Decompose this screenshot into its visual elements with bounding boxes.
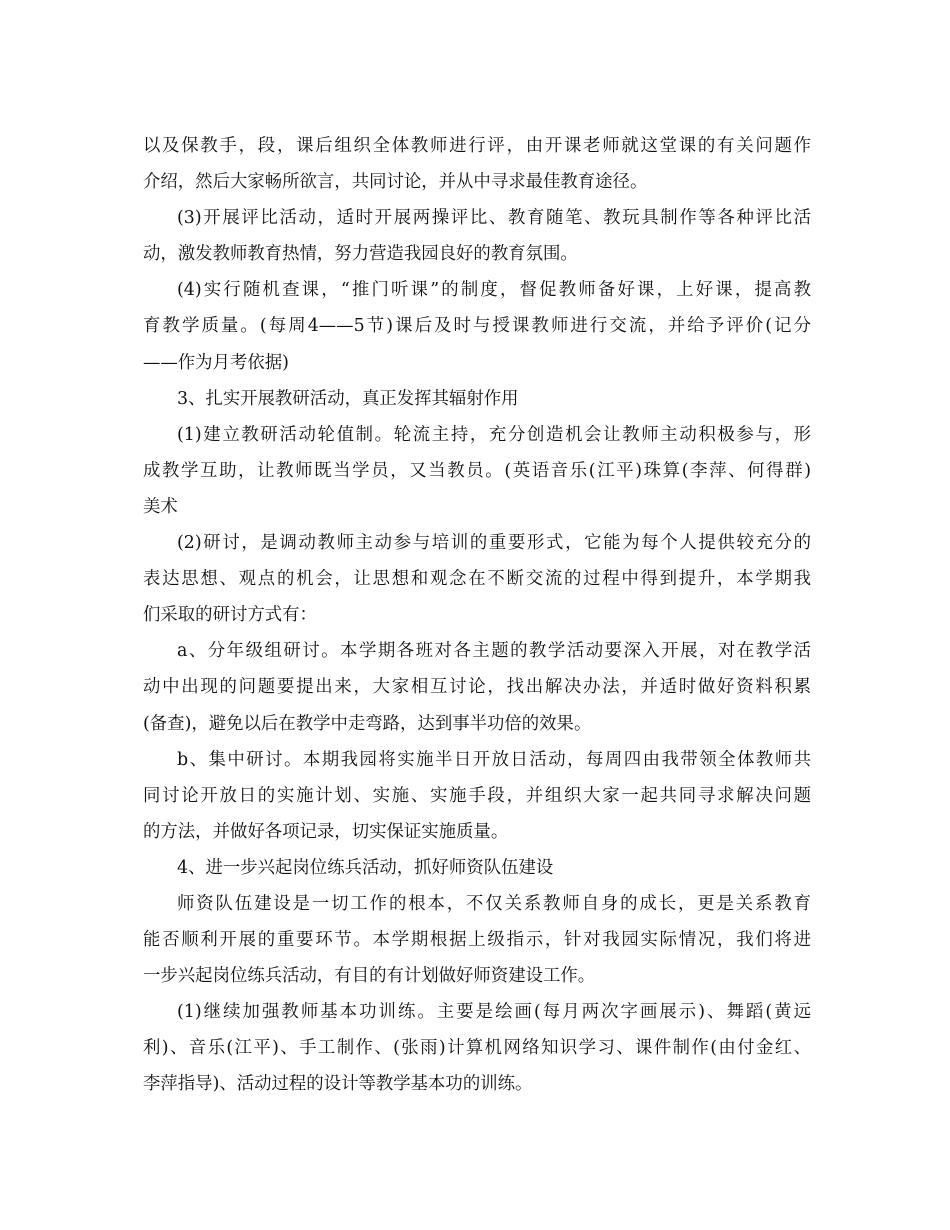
- text-line: 育教学质量。(每周4——5节)课后及时与授课教师进行交流，并给予评价(记分: [143, 316, 811, 337]
- text-line: (3)开展评比活动，适时开展两操评比、教育随笔、教玩具制作等各种评比活: [177, 208, 811, 229]
- text-line: 3、扎实开展教研活动，真正发挥其辐射作用: [177, 388, 519, 409]
- text-line: (1)建立教研活动轮值制。轮流主持，充分创造机会让教师主动积极参与，形: [177, 424, 811, 445]
- text-line: 一步兴起岗位练兵活动，有目的有计划做好师资建设工作。: [143, 966, 596, 987]
- text-line: b、集中研讨。本期我园将实施半日开放日活动，每周四由我带领全体教师共: [177, 749, 811, 770]
- text-line: 美术: [143, 496, 178, 517]
- document-body: [143, 128, 811, 1103]
- text-line: 成教学互助，让教师既当学员，又当教员。(英语音乐(江平)珠算(李萍、何得群): [143, 460, 811, 481]
- text-line: (1)继续加强教师基本功训练。主要是绘画(每月两次字画展示)、舞蹈(黄远: [177, 1002, 811, 1023]
- text-line: (2)研讨，是调动教师主动参与培训的重要形式，它能为每个人提供较充分的: [177, 533, 811, 554]
- text-line: 的方法，并做好各项记录，切实保证实施质量。: [143, 821, 509, 842]
- text-line: 利)、音乐(江平)、手工制作、(张雨)计算机网络知识学习、课件制作(由付金红、: [143, 1038, 811, 1059]
- text-line: (4)实行随机查课，“推门听课”的制度，督促教师备好课，上好课，提高教: [177, 280, 811, 301]
- text-line: (备查)，避免以后在教学中走弯路，达到事半功倍的效果。: [143, 713, 592, 734]
- text-line: 表达思想、观点的机会，让思想和观念在不断交流的过程中得到提升，本学期我: [143, 569, 811, 590]
- text-line: 介绍，然后大家畅所欲言，共同讨论，并从中寻求最佳教育途径。: [143, 172, 648, 193]
- text-line: 李萍指导)、活动过程的设计等教学基本功的训练。: [143, 1074, 533, 1095]
- text-line: ——作为月考依据): [143, 352, 289, 373]
- text-line: a、分年级组研讨。本学期各班对各主题的教学活动要深入开展，对在教学活: [177, 641, 811, 662]
- text-line: 4、进一步兴起岗位练兵活动，抓好师资队伍建设: [177, 857, 554, 878]
- text-line: 师资队伍建设是一切工作的根本，不仅关系教师自身的成长，更是关系教育: [177, 893, 811, 914]
- text-line: 动中出现的问题要提出来，大家相互讨论，找出解决办法，并适时做好资料积累: [143, 677, 811, 698]
- text-line: 动，激发教师教育热情，努力营造我园良好的教育氛围。: [143, 244, 578, 265]
- text-line: 同讨论开放日的实施计划、实施、实施手段，并组织大家一起共同寻求解决问题: [143, 785, 811, 806]
- text-line: 们采取的研讨方式有：: [143, 605, 317, 626]
- text-line: 以及保教手，段，课后组织全体教师进行评，由开课老师就这堂课的有关问题作: [143, 136, 811, 156]
- text-line: 能否顺利开展的重要环节。本学期根据上级指示，针对我园实际情况，我们将进: [143, 930, 811, 951]
